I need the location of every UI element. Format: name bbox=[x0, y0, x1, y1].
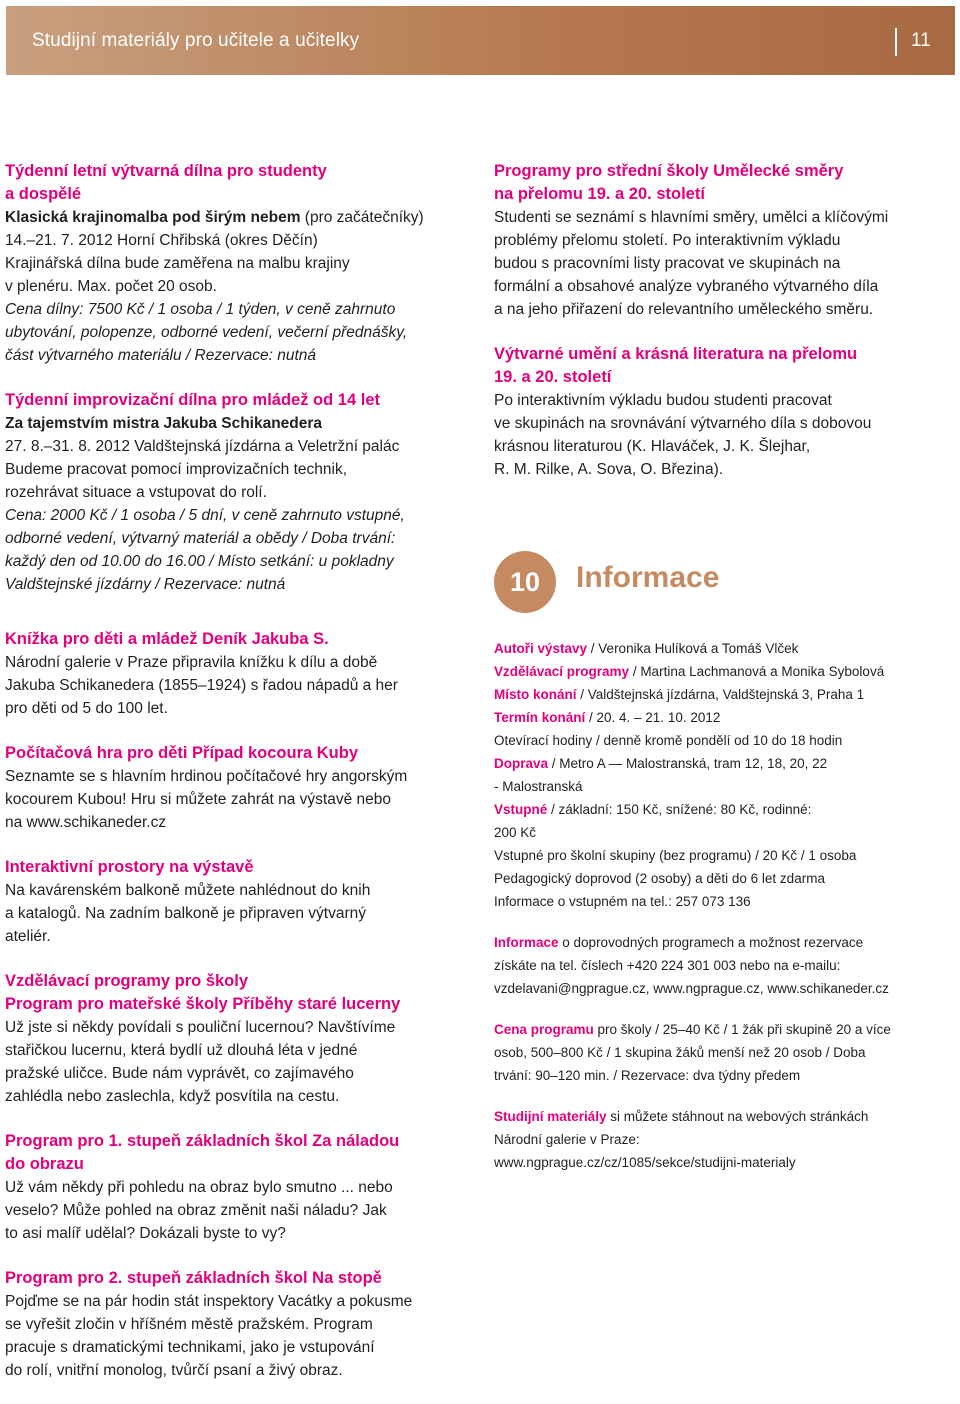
body-line: Krajinářská dílna bude zaměřena na malbu krajiny bbox=[5, 255, 350, 272]
body-line: Budeme pracovat pomocí improvizačních technik, bbox=[5, 461, 348, 478]
body-line: do rolí, vnitřní monolog, tvůrčí psaní a živý obraz. bbox=[5, 1362, 343, 1379]
info-label: Vzdělávací programy bbox=[494, 664, 630, 679]
body-line: zahlédla nebo zaslechla, když posvítila na cestu. bbox=[5, 1088, 340, 1105]
section-heading: Výtvarné umění a krásná literatura na přelomu bbox=[494, 345, 858, 363]
info-line bbox=[494, 1018, 956, 1041]
info-label: Cena programu bbox=[494, 1022, 594, 1037]
section-computer-game bbox=[5, 742, 475, 834]
price-line: Cena: 2000 Kč / 1 osoba / 5 dní, v ceně zahrnuto vstupné, bbox=[5, 507, 405, 524]
body-line: v plenéru. Max. počet 20 osob. bbox=[5, 278, 217, 295]
info-line: 200 Kč bbox=[494, 825, 537, 840]
section-subtitle bbox=[5, 206, 475, 229]
body-line: rozehrávat situace a vstupovat do rolí. bbox=[5, 484, 267, 501]
body-line: Jakuba Schikanedera (1855–1924) s řadou nápadů a her bbox=[5, 677, 398, 694]
section-heading: na přelomu 19. a 20. století bbox=[494, 185, 705, 203]
body-line: Národní galerie v Praze připravila knížku k dílu a době bbox=[5, 654, 378, 671]
info-value: pro školy / 25–40 Kč / 1 žák při skupině 20 a více bbox=[593, 1022, 891, 1037]
info-line bbox=[494, 683, 956, 706]
price-line: Valdštejnské jízdárny / Rezervace: nutná bbox=[5, 576, 286, 593]
info-program-price bbox=[494, 1018, 956, 1087]
body-line: 14.–21. 7. 2012 Horní Chřibská (okres Děčín) bbox=[5, 232, 318, 249]
body-line: Už jste si někdy povídali s pouliční lucernou? Navštívíme bbox=[5, 1019, 396, 1036]
body-line: a katalogů. Na zadním balkoně je připraven výtvarný bbox=[5, 905, 367, 922]
body-line: formální a obsahové analýze vybraného výtvarného díla bbox=[494, 278, 879, 295]
info-reservations bbox=[494, 931, 956, 1000]
body-line: na www.schikaneder.cz bbox=[5, 814, 167, 831]
body-line: stařičkou lucernu, která bydlí už dlouhá léta v jedné bbox=[5, 1042, 358, 1059]
info-label: Studijní materiály bbox=[494, 1109, 607, 1124]
info-value: o doprovodných programech a možnost rezervace bbox=[558, 935, 864, 950]
info-line bbox=[494, 637, 956, 660]
body-line: pro děti od 5 do 100 let. bbox=[5, 700, 168, 717]
info-line: osob, 500–800 Kč / 1 skupina žáků menší než 20 osob / Doba bbox=[494, 1045, 866, 1060]
section-heading: Týdenní improvizační dílna pro mládež od 14 let bbox=[5, 391, 380, 409]
info-line: vzdelavani@ngprague.cz, www.ngprague.cz, www.schikaneder.cz bbox=[494, 981, 889, 996]
info-value: si můžete stáhnout na webových stránkách bbox=[606, 1109, 869, 1124]
price-line: ubytování, polopenze, odborné vedení, večerní přednášky, bbox=[5, 324, 408, 341]
section-heading: do obrazu bbox=[5, 1155, 84, 1173]
right-column bbox=[494, 160, 956, 1192]
section-heading: 19. a 20. století bbox=[494, 368, 612, 386]
info-line: - Malostranská bbox=[494, 779, 583, 794]
info-study-materials bbox=[494, 1105, 956, 1174]
info-value: / 20. 4. – 21. 10. 2012 bbox=[585, 710, 721, 725]
body-line: krásnou literaturou (K. Hlaváček, J. K. Šlejhar, bbox=[494, 438, 811, 455]
info-label: Termín konání bbox=[494, 710, 586, 725]
section-heading: a dospělé bbox=[5, 185, 82, 203]
section-primary-1 bbox=[5, 1130, 475, 1245]
body-line: a na jeho přiřazení do relevantního uměleckého směru. bbox=[494, 301, 874, 318]
info-line: získáte na tel. číslech +420 224 301 003 nebo na e-mailu: bbox=[494, 958, 841, 973]
header-title: Studijní materiály pro učitele a učitelky bbox=[32, 30, 360, 51]
body-line: ve skupinách na srovnávání výtvarného díla s dobovou bbox=[494, 415, 872, 432]
body-line: R. M. Rilke, A. Sova, O. Březina). bbox=[494, 461, 724, 478]
section-heading: Interaktivní prostory na výstavě bbox=[5, 858, 254, 876]
section-heading: Program pro 1. stupeň základních škol Za náladou bbox=[5, 1132, 400, 1150]
section-primary-2 bbox=[5, 1267, 475, 1382]
info-line bbox=[494, 660, 956, 683]
section-heading: Týdenní letní výtvarná dílna pro studenty bbox=[5, 162, 327, 180]
body-line: Pojďme se na pár hodin stát inspektory Vacátky a pokusme bbox=[5, 1293, 413, 1310]
section-kindergarten bbox=[5, 970, 475, 1108]
price-line: část výtvarného materiálu / Rezervace: nutná bbox=[5, 347, 317, 364]
section-heading: Programy pro střední školy Umělecké směry bbox=[494, 162, 844, 180]
info-line bbox=[494, 1105, 956, 1128]
info-line bbox=[494, 752, 956, 775]
section-art-literature bbox=[494, 343, 956, 481]
body-line: Seznamte se s hlavním hrdinou počítačové hry angorským bbox=[5, 768, 408, 785]
info-section-title: Informace bbox=[576, 561, 720, 594]
section-heading: Vzdělávací programy pro školy bbox=[5, 972, 249, 990]
study-materials-link[interactable]: www.ngprague.cz/cz/1085/sekce/studijni-materialy bbox=[494, 1155, 796, 1170]
info-line: Vstupné pro školní skupiny (bez programu) / 20 Kč / 1 osoba bbox=[494, 848, 857, 863]
section-heading: Program pro mateřské školy Příběhy staré lucerny bbox=[5, 995, 401, 1013]
info-label: Autoři výstavy bbox=[494, 641, 588, 656]
info-label: Doprava bbox=[494, 756, 549, 771]
info-line: Pedagogický doprovod (2 osoby) a děti do 6 let zdarma bbox=[494, 871, 825, 886]
page-header bbox=[6, 6, 955, 75]
info-line: Národní galerie v Praze: bbox=[494, 1132, 640, 1147]
info-section-header bbox=[494, 551, 956, 621]
subtitle-bold: Klasická krajinomalba pod širým nebem bbox=[5, 209, 301, 226]
body-line: 27. 8.–31. 8. 2012 Valdštejnská jízdárna a Veletržní palác bbox=[5, 438, 400, 455]
section-interactive-spaces bbox=[5, 856, 475, 948]
body-line: veselo? Může pohled na obraz změnit naši náladu? Jak bbox=[5, 1202, 387, 1219]
price-line: každý den od 10.00 do 16.00 / Místo setkání: u pokladny bbox=[5, 553, 394, 570]
section-summer-workshop bbox=[5, 160, 475, 367]
info-value: / základní: 150 Kč, snížené: 80 Kč, rodinné: bbox=[547, 802, 812, 817]
left-column bbox=[5, 160, 475, 1404]
info-line: Otevírací hodiny / denně kromě pondělí od 10 do 18 hodin bbox=[494, 733, 843, 748]
body-line: Už vám někdy při pohledu na obraz bylo smutno ... nebo bbox=[5, 1179, 393, 1196]
body-line: problémy přelomu století. Po interaktivním výkladu bbox=[494, 232, 841, 249]
info-value: / Veronika Hulíková a Tomáš Vlček bbox=[587, 641, 799, 656]
price-line: odborné vedení, výtvarný materiál a obědy / Doba trvání: bbox=[5, 530, 396, 547]
section-book bbox=[5, 628, 475, 720]
section-secondary-art bbox=[494, 160, 956, 321]
body-line: budou s pracovními listy pracovat ve skupinách na bbox=[494, 255, 841, 272]
section-number-badge: 10 bbox=[494, 551, 556, 613]
body-line: se vyřešit zločin v hříšném městě pražském. Program bbox=[5, 1316, 373, 1333]
body-line: kocourem Kubou! Hru si můžete zahrát na výstavě nebo bbox=[5, 791, 391, 808]
body-line: pražské uličce. Bude nám vyprávět, co zajímavého bbox=[5, 1065, 354, 1082]
body-line: Po interaktivním výkladu budou studenti pracovat bbox=[494, 392, 832, 409]
info-value: / Metro A — Malostranská, tram 12, 18, 20, 22 bbox=[548, 756, 828, 771]
info-line bbox=[494, 798, 956, 821]
info-value: / Valdštejnská jízdárna, Valdštejnská 3, Praha 1 bbox=[576, 687, 865, 702]
body-line: to asi malíř udělal? Dokázali byste to vy? bbox=[5, 1225, 286, 1242]
info-label: Informace bbox=[494, 935, 559, 950]
body-line: Na kavárenském balkoně můžete nahlédnout do knih bbox=[5, 882, 371, 899]
section-heading: Počítačová hra pro děti Případ kocoura Kuby bbox=[5, 744, 359, 762]
subtitle-tail: (pro začátečníky) bbox=[300, 209, 424, 226]
body-line: Studenti se seznámí s hlavními směry, umělci a klíčovými bbox=[494, 209, 889, 226]
info-line: Informace o vstupném na tel.: 257 073 136 bbox=[494, 894, 751, 909]
section-heading: Knížka pro děti a mládež Deník Jakuba S. bbox=[5, 630, 329, 648]
body-line: pracuje s dramatickými technikami, jako je vstupování bbox=[5, 1339, 375, 1356]
header-divider bbox=[895, 28, 897, 56]
info-label: Místo konání bbox=[494, 687, 577, 702]
info-line bbox=[494, 931, 956, 954]
info-line bbox=[494, 706, 956, 729]
price-line: Cena dílny: 7500 Kč / 1 osoba / 1 týden, v ceně zahrnuto bbox=[5, 301, 396, 318]
info-value: / Martina Lachmanová a Monika Sybolová bbox=[629, 664, 885, 679]
page-number: 11 bbox=[911, 30, 931, 51]
section-improv-workshop bbox=[5, 389, 475, 596]
section-subtitle: Za tajemstvím mistra Jakuba Schikanedera bbox=[5, 415, 323, 432]
section-heading: Program pro 2. stupeň základních škol Na stopě bbox=[5, 1269, 382, 1287]
info-details bbox=[494, 637, 956, 913]
info-line: trvání: 90–120 min. / Rezervace: dva týdny předem bbox=[494, 1068, 801, 1083]
body-line: ateliér. bbox=[5, 928, 51, 945]
info-label: Vstupné bbox=[494, 802, 548, 817]
